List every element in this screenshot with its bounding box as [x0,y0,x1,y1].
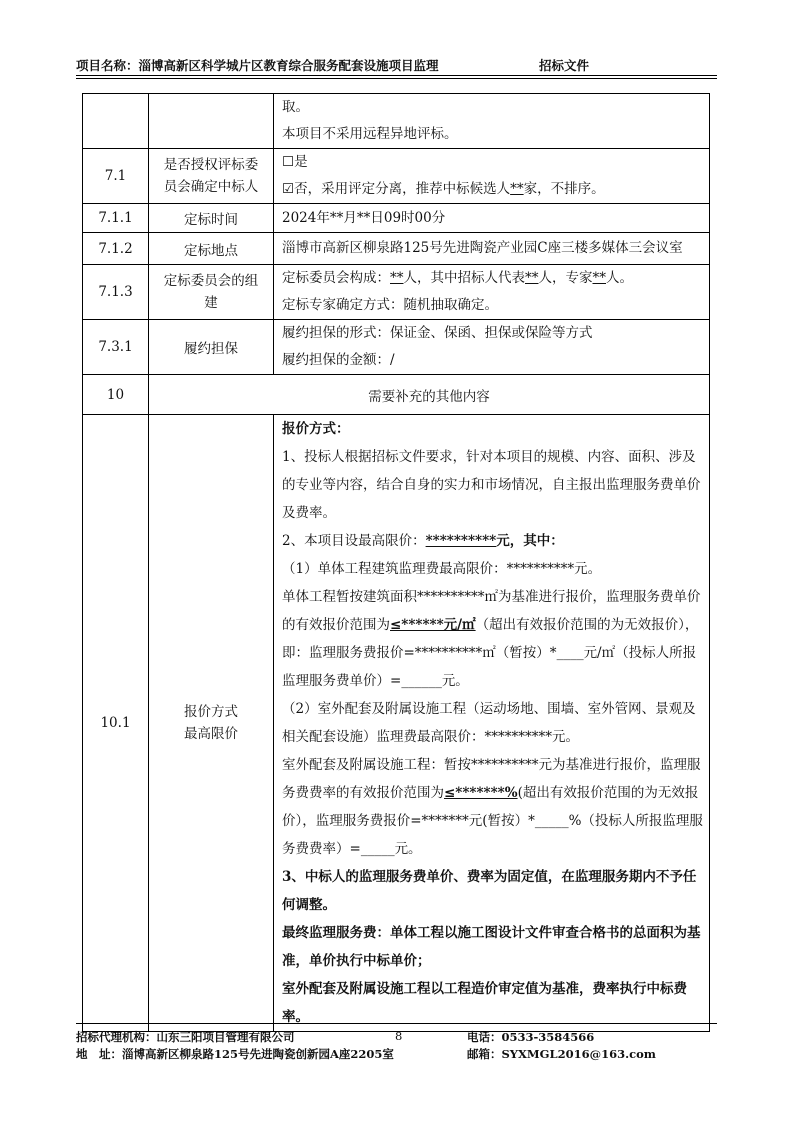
paragraph [282,527,705,555]
text: 元。 [394,841,422,857]
paragraph: （2）室外配套及附属设施工程（运动场地、围墙、室外管网、景观及相关配套设施）监理费最高限价：**********元。 [282,701,696,745]
text: 人，专家 [538,270,593,286]
page-number: 8 [395,1029,403,1043]
label-line: 报价方式 [184,704,238,720]
text-line: 履约担保的金额：/ [282,352,395,368]
label-line: 员会确定中标人 [163,179,259,195]
row-label: 定标地点 [149,233,274,265]
text: 人，其中招标人代表 [403,270,525,286]
option-yes: ☐是 [282,154,308,170]
text: (超出有效报价范围的为无效报价），监理服务费报价=*******元(暂按）* [282,785,699,829]
bid-data-table [82,93,710,1032]
row-content [274,320,710,375]
option-no [282,176,705,203]
document-type: 招标文件 [539,58,590,73]
pricing-heading: 报价方式： [282,421,350,437]
row-content [274,149,710,204]
row-content [274,204,710,233]
table-row-7-1-3 [83,265,710,320]
row-number: 10 [83,375,149,415]
table-row-10-1 [83,415,710,1032]
row-label: 履约担保 [149,320,274,375]
row-number: 10.1 [83,415,149,1032]
table-row-10 [83,375,710,415]
label-line: 是否授权评标委 [163,157,259,173]
text-line: 定标专家确定方式：随机抽取确定。 [282,297,498,313]
header-rule-thin [76,78,717,79]
unit-price-range: ≤******元/㎡ [390,617,476,633]
fill-blank: ** [525,270,539,286]
header-rule [76,75,717,76]
text: %（投标人所报监理服务费费率）= [282,813,703,857]
text: 单体工程暂按建筑面积**********㎡为基准进行报价，监理服务费单价的有效报价范围为 [282,589,701,633]
page-header [76,56,717,74]
label-line: 最高限价 [184,726,238,742]
row-number: 7.1.3 [83,265,149,320]
row-content [274,265,710,320]
table-row-7-3-1 [83,320,710,375]
email: 邮箱：SYXMGL2016@163.com [467,1047,656,1061]
fill-blank: ** [390,270,404,286]
paragraph [282,751,705,863]
text: 家，不排序。 [523,181,605,197]
fill-blank: ____ [556,645,584,661]
paragraph: 3、中标人的监理服务费单价、费率为固定值，在监理服务期内不予任何调整。 [282,869,697,913]
row-number: 7.1 [83,149,149,204]
row-number: 7.3.1 [83,320,149,375]
fill-blank: ** [592,270,606,286]
text: 定标委员会构成： [282,270,390,286]
text: ☑否，采用评定分离，推荐中标候选人 [282,181,511,197]
row-content [274,415,710,1032]
address: 地 址：淄博高新区柳泉路125号先进陶瓷创新园A座2205室 [76,1047,394,1061]
row-number: 7.1.2 [83,233,149,265]
text: 室外配套及附属设施工程：暂按**********元为基准进行报价，监理服务费费率的有效报价范围为 [282,757,701,801]
footer-line-1 [76,1029,717,1045]
fill-blank: _____ [360,841,395,857]
row-label: 定标时间 [149,204,274,233]
project-name: 项目名称：淄博高新区科学城片区教育综合服务配套设施项目监理 [76,58,439,73]
row-label [149,415,274,1032]
text-line: 本项目不采用远程异地评标。 [282,126,458,142]
paragraph: 1、投标人根据招标文件要求，针对本项目的规模、内容、面积、涉及的专业等内容，结合自身的实力和市场情况，自主报出监理服务费单价及费率。 [282,449,701,521]
text-line: 履约担保的形式：保证金、保函、担保或保险等方式 [282,325,593,341]
row-content [274,94,710,149]
text-line [282,265,705,292]
row-label [149,265,274,320]
text: 元，其中： [496,533,564,549]
phone: 电话：0533-3584566 [467,1030,595,1044]
text: 元/㎡（投标人所报监理服务费单价）= [282,645,697,689]
paragraph: 室外配套及附属设施工程以工程造价审定值为基准，费率执行中标费率。 [282,981,687,1025]
text-line: 取。 [282,99,309,115]
table-row-7-1-2 [83,233,710,265]
text: 人。 [606,270,633,286]
table-row-7-1 [83,149,710,204]
paragraph: （1）单体工程建筑监理费最高限价：**********元。 [282,561,602,577]
fill-blank: _____ [534,813,569,829]
text-line: 2024年**月**日09时00分 [282,209,446,226]
section-title: 需要补充的其他内容 [149,375,710,415]
fill-blank: ______ [401,673,442,689]
text: 2、本项目设最高限价： [282,533,426,549]
label-line: 建 [204,295,218,311]
text: （超出有效报价范围的为无效报价），即：监理服务费报价=**********㎡（暂按）* [282,617,699,661]
text-line: 淄博市高新区柳泉路125号先进陶瓷产业园C座三楼多媒体三会议室 [282,240,683,256]
row-number: 7.1.1 [83,204,149,233]
rate-range: ≤*******% [444,785,518,801]
footer-rule [76,1023,717,1024]
row-content [274,233,710,265]
agency-name: 招标代理机构：山东三阳项目管理有限公司 [76,1030,295,1044]
label-line: 定标委员会的组 [163,273,259,289]
paragraph [282,583,705,695]
footer-line-2 [76,1046,717,1062]
table-row [83,94,710,149]
fill-blank: ** [510,181,524,197]
max-price-value: ********** [425,533,497,549]
text: 元。 [441,673,469,689]
row-label [149,94,274,149]
row-number [83,94,149,149]
table-row-7-1-1 [83,204,710,233]
row-label [149,149,274,204]
paragraph: 最终监理服务费：单体工程以施工图设计文件审查合格书的总面积为基准，单价执行中标单价； [282,925,701,969]
